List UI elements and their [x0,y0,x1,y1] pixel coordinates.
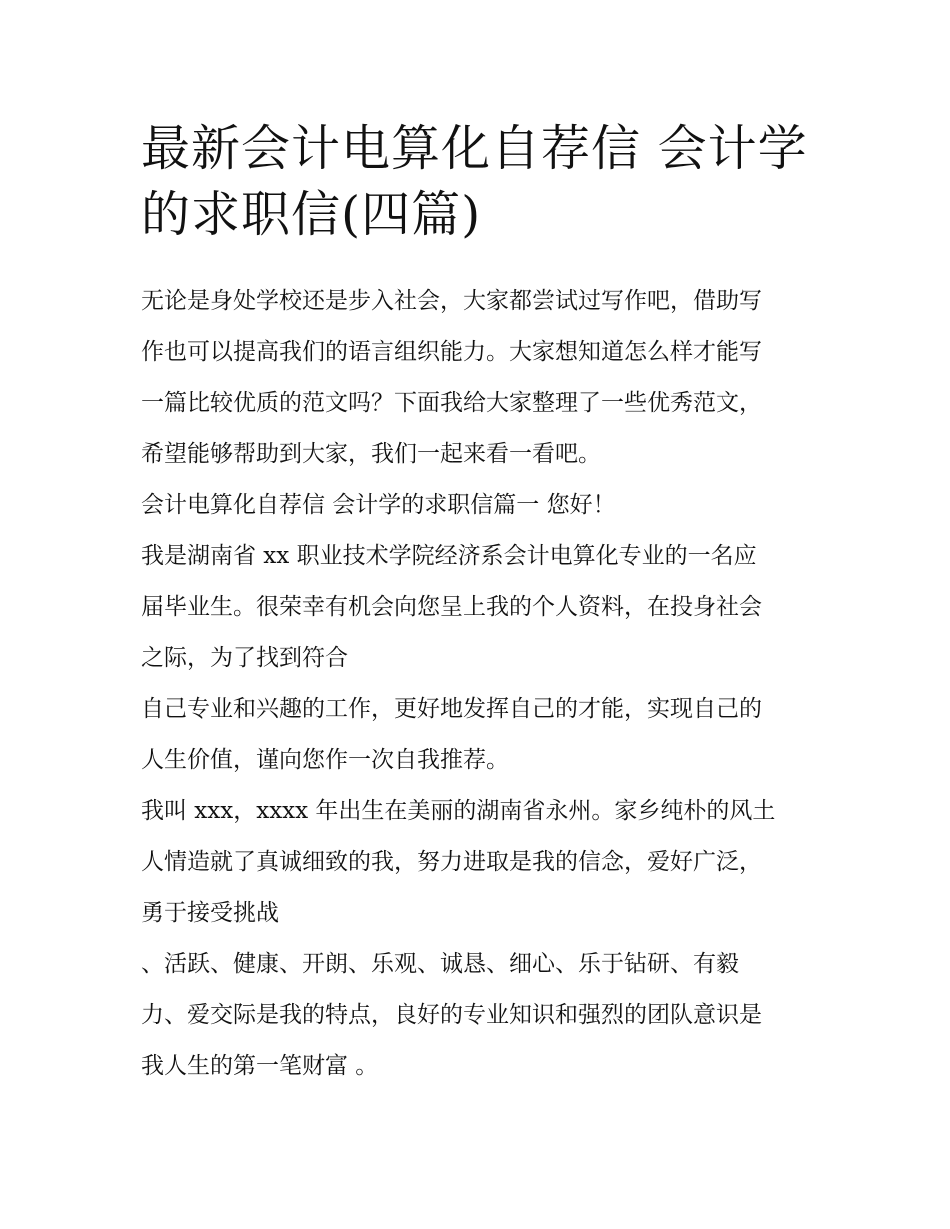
body-line: 希望能够帮助到大家，我们一起来看一看吧。 [141,441,601,467]
body-line: 人情造就了真诚细致的我，努力进取是我的信念，爱好广泛， [141,849,762,875]
body-line: 一篇比较优质的范文吗？下面我给大家整理了一些优秀范文， [141,390,762,416]
body-line: 自己专业和兴趣的工作，更好地发挥自己的才能，实现自己的 [141,696,762,722]
body-line: 力、爱交际是我的特点，良好的专业知识和强烈的团队意识是 [141,1002,762,1028]
body-line: 我人生的第一笔财富 。 [141,1053,379,1079]
document-title [141,116,821,248]
body-line: 我叫 xxx，xxxx 年出生在美丽的湖南省永州。家乡纯朴的风土 [141,798,776,824]
title-line: 的求职信(四篇) [141,186,482,243]
body-line: 作也可以提高我们的语言组织能力。大家想知道怎么样才能写 [141,339,762,365]
body-line: 我是湖南省 xx 职业技术学院经济系会计电算化专业的一名应 [141,543,757,569]
body-line: 届毕业生。很荣幸有机会向您呈上我的个人资料，在投身社会 [141,594,762,620]
section-heading-line: 会计电算化自荐信 会计学的求职信篇一 您好！ [141,492,616,518]
body-line: 之际，为了找到符合 [141,645,348,671]
body-line: 勇于接受挑战 [141,900,279,926]
body-line: 无论是身处学校还是步入社会，大家都尝试过写作吧，借助写 [141,288,762,314]
body-line: 、活跃、健康、开朗、乐观、诚恳、细心、乐于钻研、有毅 [141,951,739,977]
title-line: 最新会计电算化自荐信 会计学 [141,120,808,177]
document-body [141,276,831,1092]
body-line: 人生价值，谨向您作一次自我推荐。 [141,747,509,773]
